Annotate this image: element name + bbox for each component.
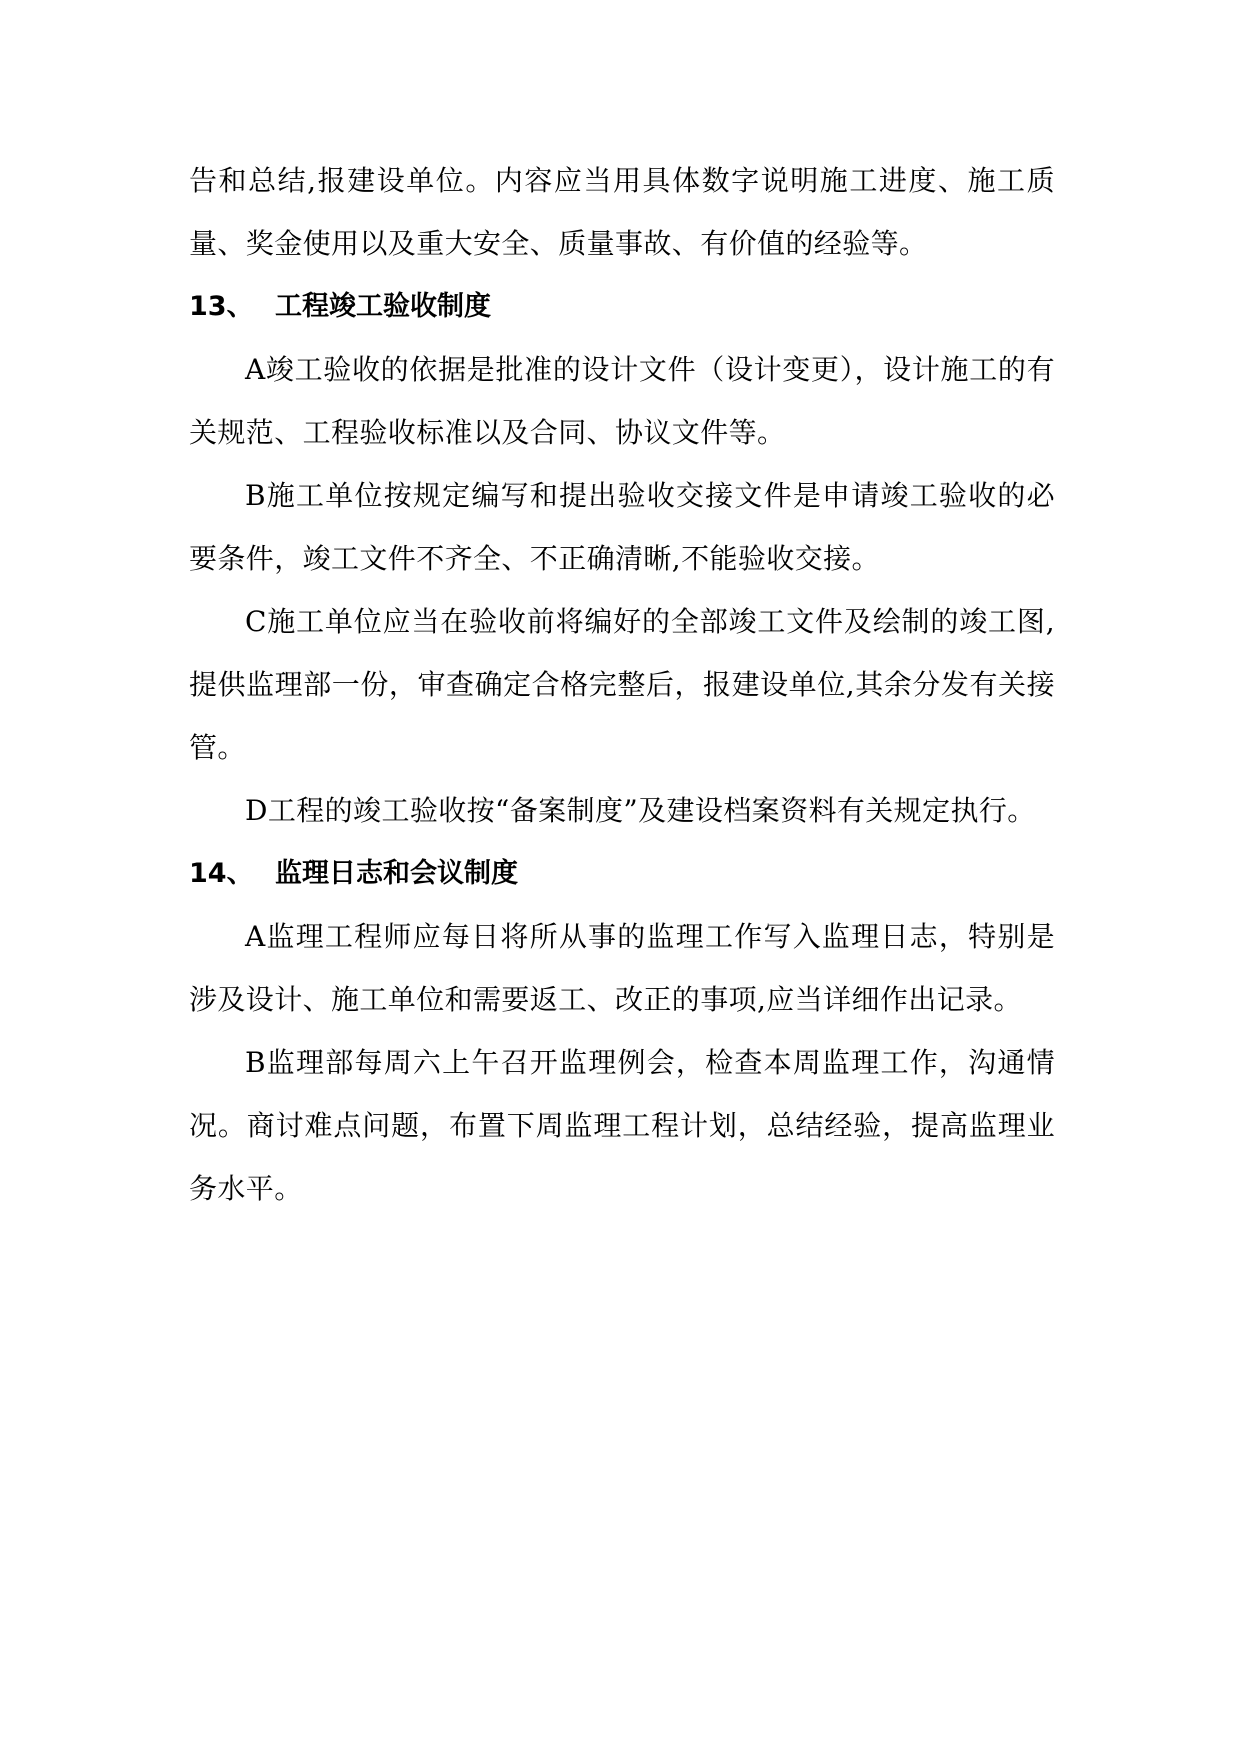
- intro-paragraph: 告和总结,报建设单位。内容应当用具体数字说明施工进度、施工质量、奖金使用以及重大安全、质量事故、有价值的经验等。: [189, 164, 1055, 260]
- section-14-paragraph-b: B监理部每周六上午召开监理例会，检查本周监理工作，沟通情况。商讨难点问题，布置下周监理工程计划，总结经验，提高监理业务水平。: [189, 1046, 1055, 1205]
- section-14-paragraph-a: A监理工程师应每日将所从事的监理工作写入监理日志，特别是涉及设计、施工单位和需要返工、改正的事项,应当详细作出记录。: [189, 920, 1055, 1016]
- section-13-number: 13、: [189, 291, 254, 322]
- section-14-heading: [189, 842, 1055, 905]
- section-13-paragraph-b: B施工单位按规定编写和提出验收交接文件是申请竣工验收的必要条件，竣工文件不齐全、不正确清晰,不能验收交接。: [189, 479, 1055, 575]
- section-14-number: 14、: [189, 858, 254, 889]
- document-page: [189, 149, 1055, 1220]
- section-13-paragraph-c: C施工单位应当在验收前将编好的全部竣工文件及绘制的竣工图,提供监理部一份，审查确定合格完整后，报建设单位,其余分发有关接管。: [189, 605, 1055, 764]
- section-13-heading: [189, 275, 1055, 338]
- section-13-paragraph-a: A竣工验收的依据是批准的设计文件（设计变更），设计施工的有关规范、工程验收标准以及合同、协议文件等。: [189, 353, 1055, 449]
- section-13-paragraph-d: D工程的竣工验收按“备案制度”及建设档案资料有关规定执行。: [245, 794, 1036, 827]
- section-14-title: 监理日志和会议制度: [275, 858, 518, 889]
- section-13-title: 工程竣工验收制度: [275, 291, 491, 322]
